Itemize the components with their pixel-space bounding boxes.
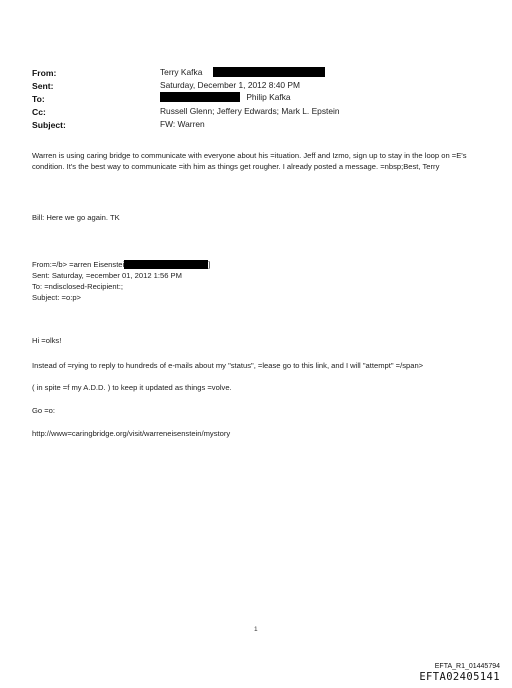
to-name: Philip Kafka bbox=[246, 92, 291, 102]
bates-number-1: EFTA_R1_01445794 bbox=[434, 663, 500, 670]
to-label: To: bbox=[32, 94, 45, 104]
forwarded-header bbox=[32, 259, 210, 303]
page-number: 1 bbox=[254, 626, 258, 633]
cc-label: Cc: bbox=[32, 107, 46, 117]
body-line-2: ( in spite =f my A.D.D. ) to keep it updated as things =volve. bbox=[32, 383, 232, 392]
from-label: From: bbox=[32, 68, 57, 78]
body-line-1: Instead of =rying to reply to hundreds of e-mails about my "status", =lease go to this link, and I will "attempt" =/span> bbox=[32, 361, 424, 370]
cc-value: Russell Glenn; Jeffery Edwards; Mark L. Epstein bbox=[160, 106, 340, 116]
sent-value: Saturday, December 1, 2012 8:40 PM bbox=[160, 80, 300, 90]
caringbridge-link[interactable]: http://www=caringbridge.org/visit/warreneisenstein/mystory bbox=[32, 429, 231, 438]
redaction-box bbox=[160, 92, 240, 102]
redaction-box bbox=[124, 260, 211, 269]
to-value bbox=[160, 92, 291, 102]
bates-number-2: EFTA02405141 bbox=[419, 671, 500, 683]
fwd-sent-line: Sent: Saturday, =ecember 01, 2012 1:56 PM bbox=[32, 271, 182, 280]
fwd-from-line bbox=[32, 259, 210, 270]
greeting: Hi =olks! bbox=[32, 336, 62, 345]
subject-label: Subject: bbox=[32, 120, 66, 130]
go-line: Go =o: bbox=[32, 406, 56, 415]
redaction-box bbox=[213, 67, 325, 77]
bill-line: Bill: Here we go again. TK bbox=[32, 213, 120, 222]
message-paragraph: Warren is using caring bridge to communicate with everyone about his =ituation. Jeff and Izmo, sign up to stay in the loop on =E's condition. It's the best way to communicate =ith him as things get rougher. I already posted a message. =nbsp;Best, Terry bbox=[32, 151, 467, 171]
from-value bbox=[160, 67, 325, 77]
sent-label: Sent: bbox=[32, 81, 54, 91]
fwd-from-text: From:=/b> =arren Eisenstei bbox=[32, 260, 125, 269]
fwd-from-tail: ] bbox=[208, 260, 211, 269]
fwd-to-line: To: =ndisclosed-Recipient:; bbox=[32, 282, 123, 291]
from-name: Terry Kafka bbox=[160, 67, 203, 77]
subject-value: FW: Warren bbox=[160, 119, 205, 129]
fwd-subject-line: Subject: =o:p> bbox=[32, 293, 81, 302]
